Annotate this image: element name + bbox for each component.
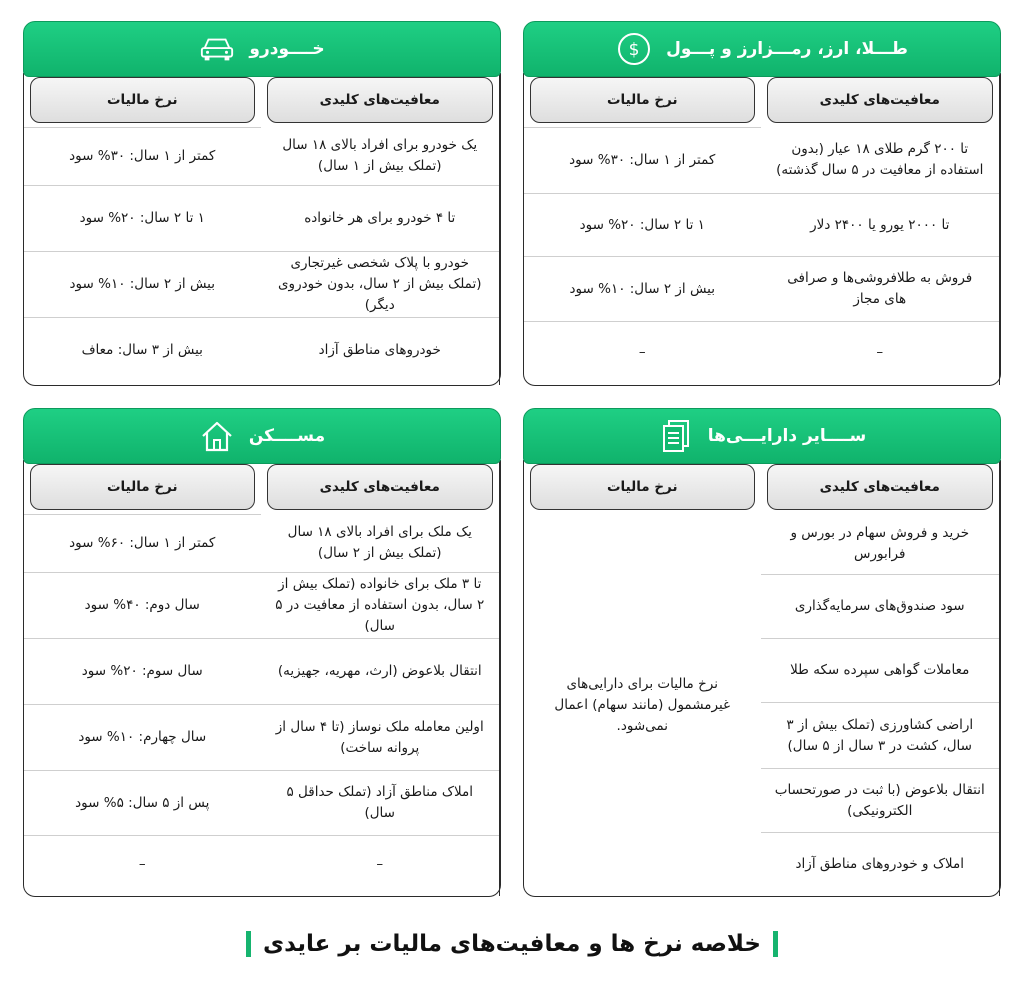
car-panel: [23, 21, 501, 386]
rate-column: [24, 460, 261, 896]
rate-column: [524, 460, 761, 896]
rate-header: نرخ مالیات: [30, 77, 255, 123]
rate-cell: –: [24, 835, 261, 893]
exemption-cell: خرید و فروش سهام در بورس و فرابورس: [790, 525, 970, 562]
exemption-cell: تا ۲۰۰ گرم طلای ۱۸ عیار (بدون استفاده از معافیت در ۵ سال گذشته): [776, 141, 984, 178]
exemption-cell: یک ملک برای افراد بالای ۱۸ سال (تملک بیش از ۲ سال): [287, 524, 472, 561]
rate-cell: بیش از ۳ سال: معاف: [24, 317, 261, 383]
title-accent-bar-left: [246, 931, 251, 957]
svg-text:$: $: [628, 40, 640, 60]
housing-panel-title: مســــکن: [248, 426, 326, 446]
dollar-coin-icon: [616, 31, 652, 67]
exemption-header: معافیت‌های کلیدی: [767, 464, 994, 510]
exemption-column: [261, 460, 501, 896]
rate-cell: سال سوم: ۲۰% سود: [24, 638, 261, 704]
gold-panel-header: [523, 21, 1001, 77]
exemption-cell: انتقال بلاعوض (با ثبت در صورتحساب الکترونیکی): [761, 768, 1000, 832]
rate-header: نرخ مالیات: [30, 464, 255, 510]
exemption-cell: املاک و خودروهای مناطق آزاد: [761, 832, 1000, 896]
exemption-cell: اراضی کشاورزی (تملک بیش از ۳ سال، کشت در ۳ سال از ۵ سال): [761, 702, 1000, 768]
exemption-cell: –: [761, 321, 1000, 383]
rate-cell: کمتر از ۱ سال: ۳۰% سود: [24, 127, 261, 185]
exemption-column: [761, 460, 1001, 896]
page-title: خلاصه نرخ ها و معافیت‌های مالیات بر عایدی: [263, 931, 761, 957]
exemption-cell: فروش به طلافروشی‌ها و صرافی های مجاز: [761, 256, 1000, 321]
exemption-cell: –: [261, 835, 500, 893]
exemption-cell: تا ۴ خودرو برای هر خانواده: [261, 185, 500, 251]
exemption-cell: تا ۳ ملک برای خانواده (تملک بیش از ۲ سال، بدون استفاده از معافیت در ۵ سال): [261, 572, 500, 638]
exemption-header: معافیت‌های کلیدی: [767, 77, 994, 123]
exemption-cell: تا ۲۰۰۰ یورو یا ۲۴۰۰ دلار: [761, 193, 1000, 256]
exemption-cell: یک خودرو برای افراد بالای ۱۸ سال (تملک بیش از ۱ سال): [282, 137, 478, 174]
gold-panel-title: طـــلا، ارز، رمـــزارز و پـــول: [666, 39, 908, 59]
rate-cell: ۱ تا ۲ سال: ۲۰% سود: [24, 185, 261, 251]
exemption-header: معافیت‌های کلیدی: [267, 464, 494, 510]
exemption-cell: املاک مناطق آزاد (تملک حداقل ۵ سال): [261, 770, 500, 835]
rate-cell: بیش از ۲ سال: ۱۰% سود: [24, 251, 261, 317]
exemption-cell: سود صندوق‌های سرمایه‌گذاری: [761, 574, 1000, 638]
title-accent-bar-right: [773, 931, 778, 957]
housing-panel-header: [23, 408, 501, 464]
page-title-block: [0, 922, 1024, 966]
exemption-column: [761, 73, 1001, 385]
other-assets-panel: [523, 408, 1001, 897]
rate-note: نرخ مالیات برای دارایی‌های غیرمشمول (مانند سهام) اعمال نمی‌شود.: [554, 675, 731, 734]
exemption-header: معافیت‌های کلیدی: [267, 77, 494, 123]
rate-cell: سال چهارم: ۱۰% سود: [24, 704, 261, 770]
rate-cell: ۱ تا ۲ سال: ۲۰% سود: [524, 193, 761, 256]
housing-panel: [23, 408, 501, 897]
rate-column: [24, 73, 261, 385]
car-panel-header: [23, 21, 501, 77]
rate-cell: –: [524, 321, 761, 383]
exemption-cell: معاملات گواهی سپرده سکه طلا: [761, 638, 1000, 702]
exemption-cell: انتقال بلاعوض (ارث، مهریه، جهیزیه): [261, 638, 500, 704]
exemption-cell: خودروهای مناطق آزاد: [261, 317, 500, 383]
rate-cell: کمتر از ۱ سال: ۳۰% سود: [524, 127, 761, 193]
gold-panel: [523, 21, 1001, 386]
rate-cell: بیش از ۲ سال: ۱۰% سود: [524, 256, 761, 321]
rate-cell: سال دوم: ۴۰% سود: [24, 572, 261, 638]
other-assets-panel-header: [523, 408, 1001, 464]
house-icon: [199, 418, 235, 454]
exemption-cell: خودرو با پلاک شخصی غیرتجاری (تملک بیش از ۲ سال، بدون خودروی دیگر): [261, 251, 500, 317]
rate-header: نرخ مالیات: [530, 464, 755, 510]
rate-cell: پس از ۵ سال: ۵% سود: [24, 770, 261, 835]
rate-cell: کمتر از ۱ سال: ۶۰% سود: [24, 514, 261, 572]
exemption-cell: اولین معامله ملک نوساز (تا ۴ سال از پروانه ساخت): [261, 704, 500, 770]
car-icon: [199, 31, 235, 67]
other-assets-panel-title: ســــایر دارایـــی‌ها: [707, 426, 867, 446]
document-icon: [658, 418, 694, 454]
rate-header: نرخ مالیات: [530, 77, 755, 123]
rate-column: [524, 73, 761, 385]
car-panel-title: خــــودرو: [249, 39, 325, 59]
exemption-column: [261, 73, 501, 385]
